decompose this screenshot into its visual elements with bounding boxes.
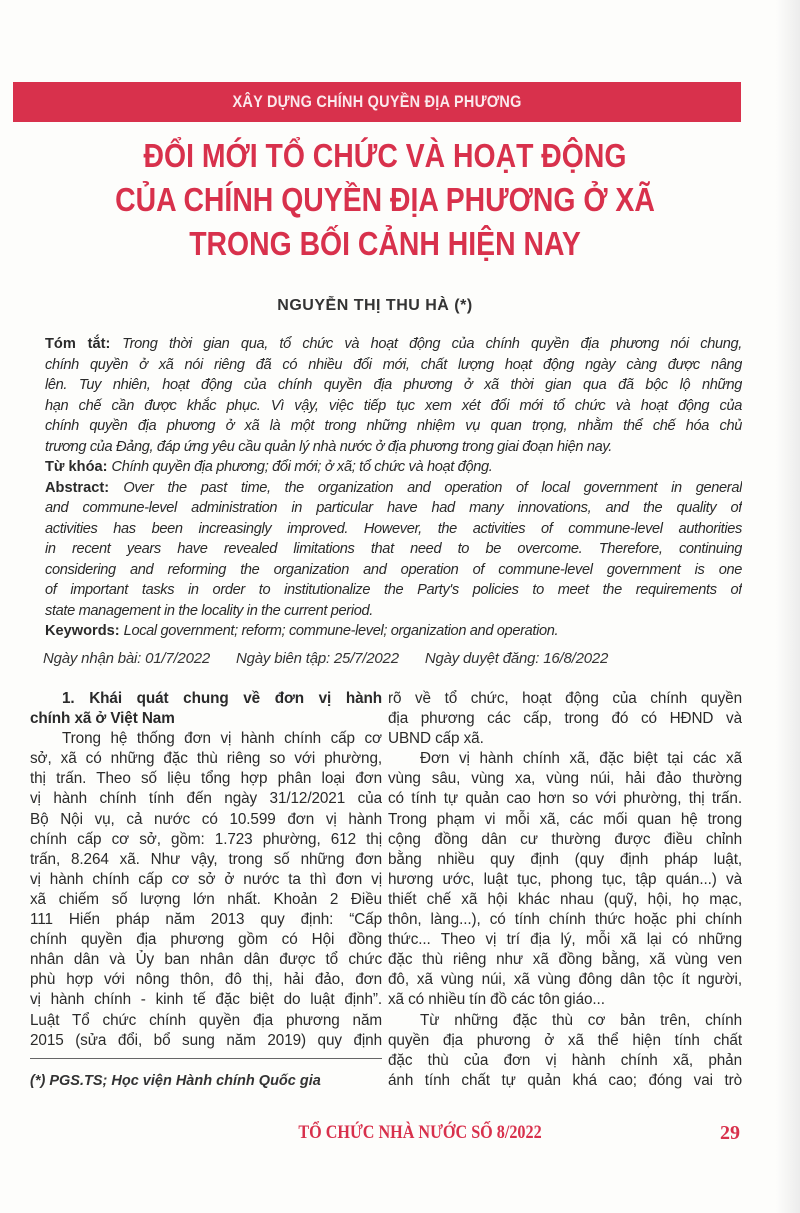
abstract-text: in recent years have revealed limitations that need to be overcome. Therefore, continuing [45, 541, 742, 557]
paragraph-line: hương ước, luật tục, phong tục, tập quán...) và [388, 870, 742, 888]
paragraph-line: UBND cấp xã. [388, 730, 484, 748]
paragraph-line: vùng sâu, vùng xa, vùng núi, hải đảo thường [388, 770, 742, 788]
paragraph-line: rõ về tổ chức, hoạt động của chính quyền [388, 690, 742, 707]
magazine-footer: TỔ CHỨC NHÀ NƯỚC SỐ 8/2022 [298, 1122, 542, 1143]
section-heading-line: 1. Khái quát chung về đơn vị hành [62, 690, 382, 707]
paragraph-line: chính quyền địa phương gồm có Hội đồng [30, 931, 382, 949]
abstract-text: lên. Tuy nhiên, hoạt động của chính quyền địa phương ở xã thời gian qua đã bộc lộ những [45, 377, 742, 393]
paragraph-line: Đơn vị hành chính xã, đặc biệt tại các xã [420, 750, 742, 768]
abstract-line [45, 396, 742, 417]
paragraph-line: Luật Tổ chức chính quyền địa phương năm [30, 1011, 382, 1029]
abstract-line [45, 621, 742, 642]
paragraph-line: đặc thù riêng như xã đồng bằng, xã vùng ven [388, 951, 742, 969]
date-received: Ngày nhận bài: 01/7/2022 [43, 650, 211, 667]
abstract-line [45, 334, 742, 355]
abstract-label: Từ khóa: [45, 459, 112, 475]
paragraph-line: Trong hệ thống đơn vị hành chính cấp cơ [62, 730, 382, 748]
paragraph-line: quyền địa phương ở xã thể hiện tính chất [388, 1031, 742, 1049]
abstract-text: trương của Đảng, đáp ứng yêu cầu quản lý nhà nước ở địa phương trong giai đoạn hiện nay. [45, 438, 612, 455]
paragraph-line: bằng nhiều quy định (quy định pháp luật, [388, 850, 742, 868]
paragraph-line: đặc thù của đơn vị hành chính xã, phản [388, 1051, 742, 1069]
abstract-label: Abstract: [45, 479, 124, 496]
abstract-label: Tóm tắt: [45, 336, 123, 352]
abstract-line [45, 498, 742, 519]
abstract-line [45, 457, 742, 478]
paragraph-line: 2015 (sửa đổi, bổ sung năm 2019) quy định [30, 1031, 382, 1049]
abstract-text: chính quyền địa phương ở xã là một trong những nhiệm vụ quan trọng, nhằm thể chế hóa chủ [45, 418, 742, 434]
paragraph-line: sở, xã có những đặc thù riêng so với phường, [30, 750, 382, 768]
abstract-line [45, 580, 742, 601]
abstract-line [45, 375, 742, 396]
abstract-line [45, 560, 742, 581]
paragraph-line: vị hành chính cấp cơ sở ở nước ta thì đơn vị [30, 870, 382, 888]
abstract-text: considering and reforming the organization and operation of commune-level government is one [45, 561, 742, 578]
section-banner-label: XÂY DỰNG CHÍNH QUYỀN ĐỊA PHƯƠNG [232, 92, 522, 111]
paragraph-line: 111 Hiến pháp năm 2013 quy định: “Cấp [30, 911, 382, 929]
left-column [30, 689, 382, 1051]
abstract-text: Chính quyền địa phương; đổi mới; ở xã; tổ chức và hoạt động. [111, 459, 493, 475]
title-line: CỦA CHÍNH QUYỀN ĐỊA PHƯƠNG Ở XÃ [115, 181, 655, 218]
page-number: 29 [720, 1122, 740, 1144]
paragraph-line: có tính tự quản cao hơn so với phường, thị trấn. [388, 790, 742, 808]
abstract-text: chính quyền ở xã nói riêng đã có nhiều đổi mới, chất lượng hoạt động ngày càng được nâng [45, 356, 742, 373]
paragraph-line: địa phương các cấp, trong đó có HĐND và [388, 710, 742, 728]
paragraph-line: phù hợp với nông thôn, đô thị, hải đảo, đơn [30, 971, 382, 989]
paragraph-line: ánh tính chất tự quản khá cao; đóng vai trò [388, 1071, 742, 1089]
paragraph-line: Từ những đặc thù cơ bản trên, chính [420, 1011, 742, 1029]
author-name: NGUYỄN THỊ THU HÀ (*) [277, 297, 473, 314]
abstract-block [45, 334, 742, 642]
right-column [388, 689, 742, 1091]
date-edited: Ngày biên tập: 25/7/2022 [236, 650, 399, 667]
abstract-text: hạn chế cần được khắc phục. Vì vậy, việc tiếp tục xem xét đổi mới tổ chức và hoạt động của [45, 397, 742, 414]
title-line: ĐỔI MỚI TỔ CHỨC VÀ HOẠT ĐỘNG [143, 137, 627, 174]
abstract-line [45, 416, 742, 437]
abstract-line [45, 539, 742, 560]
paragraph-line: xã có nhiều tín đồ các tôn giáo... [388, 991, 605, 1009]
footnote: (*) PGS.TS; Học viện Hành chính Quốc gia [30, 1073, 321, 1089]
article-dates [43, 650, 743, 667]
paragraph-line: Bộ Nội vụ, cả nước có 10.599 đơn vị hành [30, 810, 382, 828]
paragraph-line: thị trấn. Theo số liệu tổng hợp phân loại đơn [30, 770, 382, 788]
abstract-line [45, 437, 742, 458]
paragraph-line: trấn, 8.264 xã. Như vậy, trong số những đơn [30, 850, 382, 868]
paragraph-line: vị hành chính tính đến ngày 31/12/2021 của [30, 790, 382, 808]
paragraph-line: vị hành chính - kinh tế đặc biệt do luật định”. [30, 991, 382, 1009]
abstract-line [45, 478, 742, 499]
scan-edge [776, 0, 800, 1213]
date-approved: Ngày duyệt đăng: 16/8/2022 [424, 650, 609, 667]
section-banner [13, 82, 741, 122]
paragraph-line: Trong phạm vi mỗi xã, các mối quan hệ trong [388, 810, 742, 828]
paragraph-line: xã chiếm số lượng lớn nhất. Khoản 2 Điều [30, 890, 382, 908]
paragraph-line: thức... Theo vị trí địa lý, mỗi xã lại có những [388, 931, 742, 949]
paragraph-line: nhân dân và Ủy ban nhân dân được tổ chức [30, 951, 382, 969]
section-heading-line: chính xã ở Việt Nam [30, 710, 175, 728]
abstract-label: Keywords: [45, 623, 124, 639]
paragraph-line: đô, xã vùng núi, xã vùng đông dân tộc ít người, [388, 971, 742, 989]
abstract-text: and commune-level administration in particular have had many innovations, and the quality of [45, 500, 742, 516]
abstract-line [45, 601, 742, 622]
abstract-text: Over the past time, the organization and operation of local government in general [123, 479, 742, 496]
abstract-text: activities has been increasingly improved. However, the activities of commune-level authorities [45, 520, 742, 537]
footnote-divider [30, 1058, 382, 1059]
paragraph-line: thôn, làng...), có tính chính thức hoặc phi chính [388, 911, 742, 929]
abstract-line [45, 519, 742, 540]
abstract-text: Local government; reform; commune-level; organization and operation. [123, 623, 559, 639]
paragraph-line: thiết chế xã hội khác nhau (quỹ, hội, họ mạc, [388, 890, 742, 908]
abstract-text: state management in the locality in the current period. [45, 602, 373, 619]
title-line: TRONG BỐI CẢNH HIỆN NAY [189, 225, 581, 262]
article-title [54, 134, 716, 266]
abstract-line [45, 355, 742, 376]
abstract-text: of important tasks in order to institutionalize the Party's policies to meet the requirements of [45, 582, 742, 598]
abstract-text: Trong thời gian qua, tổ chức và hoạt động của chính quyền địa phương nói chung, [122, 336, 742, 352]
paragraph-line: cộng đồng dân cư thường được điều chỉnh [388, 830, 742, 848]
paragraph-line: chính cấp cơ sở, gồm: 1.723 phường, 612 thị [30, 830, 382, 848]
